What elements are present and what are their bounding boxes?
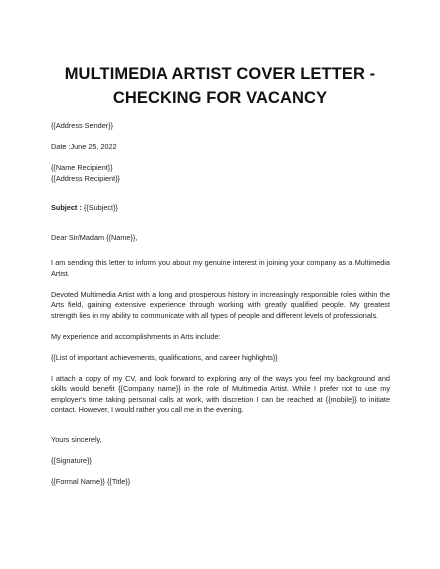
paragraph-interest: I am sending this letter to inform you about my genuine interest in joining your company as a Multimedia Artist.	[51, 258, 390, 278]
address-sender: {{Address Sender}}	[51, 121, 114, 130]
subject-label: Subject :	[51, 203, 82, 212]
signature: {{Signature}}	[51, 455, 92, 465]
name-recipient: {{Name Recipient}}	[51, 163, 113, 172]
subject-line	[51, 203, 390, 214]
formal-name: {{Formal Name}} {{Title}}	[51, 476, 131, 486]
paragraph-accomplishments-intro: My experience and accomplishments in Arts include:	[51, 331, 221, 341]
paragraph-cv: I attach a copy of my CV, and look forward to exploring any of the ways you feel my background and skills would benefit {{Company name}} in the role of Multimedia Artist. While I prefer not to use my employer's time taking personal calls at work, with discretion I can be reached at {{mobile}} to initiate contact. However, I would rather you call me in the evening.	[51, 373, 390, 414]
subject-value: {{Subject}}	[81, 203, 118, 212]
address-recipient: {{Address Recipient}}	[51, 173, 120, 183]
paragraph-achievements-list: {{List of important achievements, qualifications, and career highlights}}	[51, 352, 278, 362]
closing: Yours sincerely,	[51, 434, 102, 444]
title-line-1: MULTIMEDIA ARTIST COVER LETTER -	[64, 65, 376, 83]
page-title	[40, 62, 400, 110]
letter-body	[51, 121, 390, 487]
salutation: Dear Sir/Madam {{Name}},	[51, 232, 138, 242]
letter-date: Date :June 25, 2022	[51, 142, 117, 151]
title-line-2: CHECKING FOR VACANCY	[112, 89, 328, 107]
paragraph-experience: Devoted Multimedia Artist with a long and prosperous history in increasingly responsible roles within the Arts field, gaining extensive experience through working with greatly qualified people. My greatest strength lies in my ability to communicate with all types of people and different levels of professionals.	[51, 289, 390, 320]
